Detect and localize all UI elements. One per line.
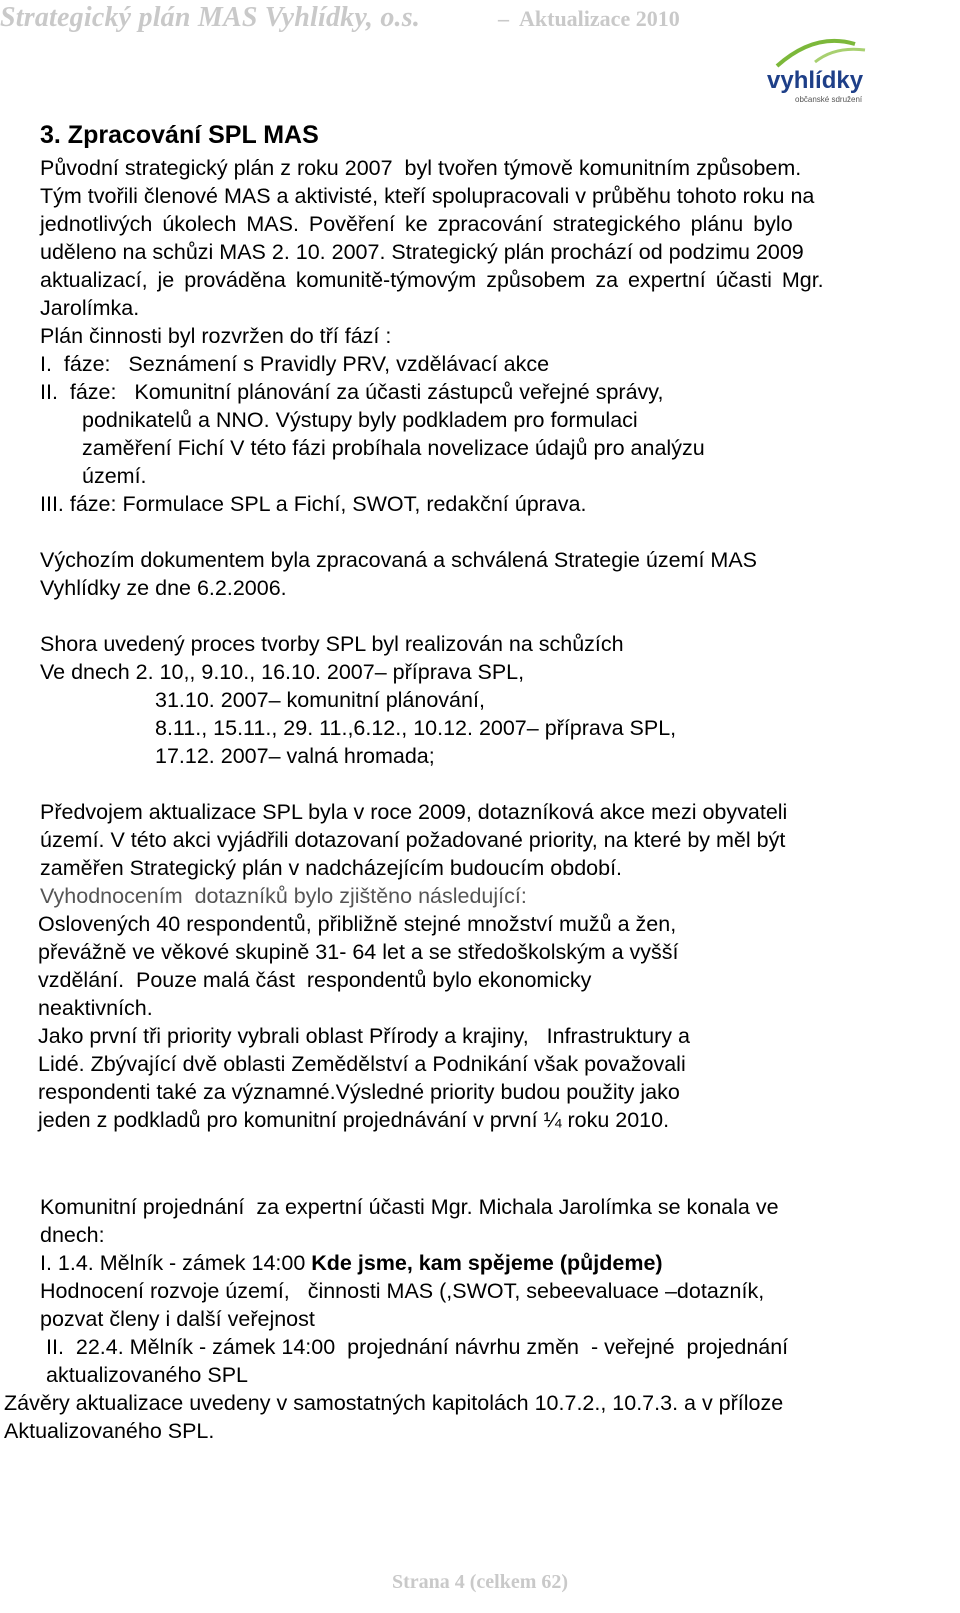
phase-item: III. fáze: Formulace SPL a Fichí, SWOT, redakční úprava. (40, 492, 587, 516)
p6-line: II. 22.4. Mělník - zámek 14:00 projednání návrhu změn - veřejné projednání (46, 1335, 789, 1359)
document-header-subtitle (498, 6, 680, 32)
p2-line: Výchozím dokumentem byla zpracovaná a schválená Strategie území MAS (40, 548, 758, 572)
p1-line: Jarolímka. (40, 296, 140, 320)
vyhlidky-logo (755, 36, 895, 110)
p6-line (40, 1250, 663, 1276)
p5-line: Jako první tři priority vybrali oblast Přírody a krajiny, Infrastruktury a (38, 1024, 690, 1048)
logo-subtext: občanské sdružení (795, 95, 863, 104)
logo-graphic (755, 36, 895, 110)
phase-item-continuation: zaměření Fichí V této fázi probíhala novelizace údajů pro analýzu (82, 436, 705, 460)
p3-line: Shora uvedený proces tvorby SPL byl realizován na schůzích (40, 632, 624, 656)
p3-line: 17.12. 2007– valná hromada; (155, 744, 435, 768)
p6-line: dnech: (40, 1223, 105, 1247)
p6-line: Komunitní projednání za expertní účasti Mgr. Michala Jarolímka se konala ve (40, 1195, 779, 1219)
p7-line: Závěry aktualizace uvedeny v samostatných kapitolách 10.7.2., 10.7.3. a v příloze (4, 1391, 784, 1415)
p6-line: Hodnocení rozvoje území, činnosti MAS (,SWOT, sebeevaluace –dotazník, (40, 1279, 765, 1303)
p3-line: 31.10. 2007– komunitní plánování, (155, 688, 485, 712)
meeting-1-topic: Kde jsme, kam spějeme (půjdeme) (311, 1251, 663, 1275)
p7-line: Aktualizovaného SPL. (4, 1419, 215, 1443)
p5-line: Oslovených 40 respondentů, přibližně stejné množství mužů a žen, (38, 912, 677, 936)
phase-item: II. fáze: Komunitní plánování za účasti zástupců veřejné správy, (40, 380, 664, 404)
phase-item-continuation: území. (82, 464, 147, 488)
section-heading: 3. Zpracování SPL MAS (40, 121, 319, 149)
p1-line: Původní strategický plán z roku 2007 byl tvořen týmově komunitním způsobem. (40, 156, 802, 180)
p5-intro: Vyhodnocením dotazníků bylo zjištěno následující: (40, 884, 527, 908)
header-edition: Aktualizace 2010 (519, 6, 680, 31)
meeting-1-details: I. 1.4. Mělník - zámek 14:00 (40, 1251, 312, 1275)
p3-line: Ve dnech 2. 10,, 9.10., 16.10. 2007– příprava SPL, (40, 660, 525, 684)
p4-line: zaměřen Strategický plán v nadcházejícím budoucím období. (40, 856, 623, 880)
p6-line: aktualizovaného SPL (46, 1363, 249, 1387)
phases-intro: Plán činnosti byl rozvržen do tří fází : (40, 324, 392, 348)
p4-line: území. V této akci vyjádřili dotazovaní požadované priority, na které by měl být (40, 828, 786, 852)
p1-line: aktualizací, je prováděna komunitě-týmovým způsobem za expertní účasti Mgr. (40, 268, 824, 292)
p6-line: pozvat členy i další veřejnost (40, 1307, 315, 1331)
phase-item: I. fáze: Seznámení s Pravidly PRV, vzdělávací akce (40, 352, 550, 376)
p5-line: vzdělání. Pouze malá část respondentů bylo ekonomicky (38, 968, 592, 992)
p5-line: převážně ve věkové skupině 31- 64 let a se středoškolským a vyšší (38, 940, 679, 964)
p5-line: neaktivních. (38, 996, 153, 1020)
p1-line: Tým tvořili členové MAS a aktivisté, kteří spolupracovali v průběhu tohoto roku na (40, 184, 815, 208)
phase-item-continuation: podnikatelů a NNO. Výstupy byly podkladem pro formulaci (82, 408, 638, 432)
p2-line: Vyhlídky ze dne 6.2.2006. (40, 576, 287, 600)
page-number: Strana 4 (celkem 62) (391, 1571, 569, 1593)
header-dash: – (498, 6, 509, 31)
p4-line: Předvojem aktualizace SPL byla v roce 2009, dotazníková akce mezi obyvateli (40, 800, 788, 824)
p3-line: 8.11., 15.11., 29. 11.,6.12., 10.12. 2007– příprava SPL, (155, 716, 677, 740)
p5-line: jeden z podkladů pro komunitní projednávání v první ¼ roku 2010. (38, 1108, 670, 1132)
p5-line: Lidé. Zbývající dvě oblasti Zemědělství a Podnikání však považovali (38, 1052, 686, 1076)
document-header-title: Strategický plán MAS Vyhlídky, o.s. (0, 2, 421, 33)
p1-line: uděleno na schůzi MAS 2. 10. 2007. Strategický plán prochází od podzimu 2009 (40, 240, 804, 264)
logo-wordmark: vyhlídky (767, 67, 864, 94)
p5-line: respondenti také za významné.Výsledné priority budou použity jako (38, 1080, 680, 1104)
p1-line: jednotlivých úkolech MAS. Pověření ke zpracování strategického plánu bylo (40, 212, 793, 236)
